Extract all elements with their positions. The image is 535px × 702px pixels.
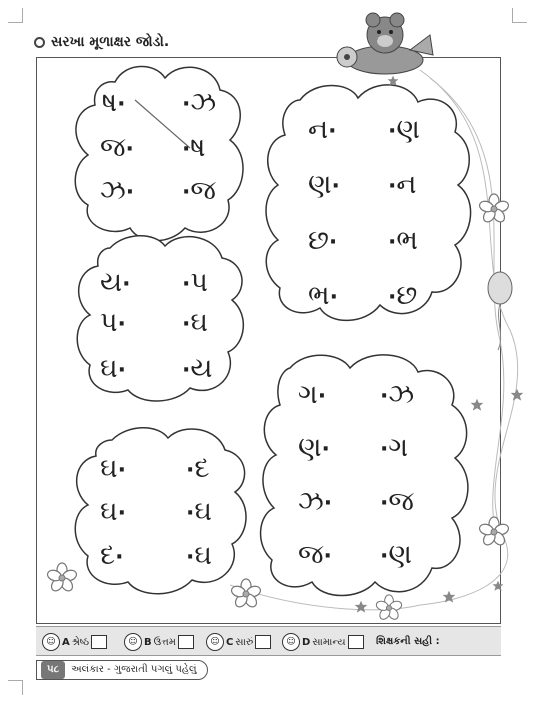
book-title: અલંકાર - ગુજરાતી પગલું પહેલું [71,664,197,675]
right-letter[interactable]: ·ણ [388,114,420,145]
teddy-bear-airplane-icon [337,13,433,86]
right-letter[interactable]: ·ગ [380,432,409,463]
left-letter[interactable]: ઘ· [100,453,126,484]
left-letter[interactable]: ષ· [102,87,126,118]
cloud-group-4 [261,355,468,596]
grade-c[interactable]: ☺ C સારું [206,633,271,651]
grade-b[interactable]: ☺ B ઉત્તમ [124,633,194,651]
grade-checkbox[interactable] [178,635,194,649]
smiley-face-icon: ☺ [282,633,300,651]
grade-a[interactable]: ☺ A શ્રેષ્ઠ [42,633,107,651]
right-letter[interactable]: ·ઝ [380,379,415,410]
left-letter[interactable]: છ· [308,225,338,256]
instruction-text: સરખા મૂળાક્ષર જોડો. [51,34,170,50]
left-letter[interactable]: ણ· [308,169,340,200]
grade-checkbox[interactable] [348,635,364,649]
left-letter[interactable]: ઘ· [100,353,126,384]
left-letter[interactable]: ન· [308,114,337,145]
left-letter[interactable]: ય· [100,267,131,298]
flower-icon [375,595,403,621]
left-letter[interactable]: જ· [100,132,134,163]
right-letter[interactable]: ·ઘ [182,307,208,338]
right-letter[interactable]: ·ઘ [186,540,212,571]
grade-checkbox[interactable] [91,635,107,649]
left-letter[interactable]: ઘ· [100,496,126,527]
star-icon [471,399,484,411]
right-letter[interactable]: ·ભ [388,225,418,256]
grade-d[interactable]: ☺ D સામાન્ય [282,633,364,651]
teacher-signature-label: શિક્ષકની સહી : [376,636,440,647]
left-letter[interactable]: પ· [100,307,126,338]
flower-icon [230,579,262,609]
star-icon [355,601,368,613]
page-footer [36,660,208,680]
right-letter[interactable]: ·ષ [182,132,206,163]
right-letter[interactable]: ·ન [388,169,417,200]
right-letter[interactable]: ·જ [182,175,216,206]
left-letter[interactable]: જ· [298,539,332,570]
smiley-face-icon: ☺ [42,633,60,651]
star-icon [493,581,504,591]
left-letter[interactable]: દ· [100,540,124,571]
smiley-face-icon: ☺ [124,633,142,651]
left-letter[interactable]: ઝ· [298,486,333,517]
smiley-face-icon: ☺ [206,633,224,651]
right-letter[interactable]: ·છ [388,280,418,311]
right-letter[interactable]: ·ણ [380,539,412,570]
left-letter[interactable]: ભ· [308,280,338,311]
right-letter[interactable]: ·ય [182,353,213,384]
left-letter[interactable]: ગ· [298,379,327,410]
flower-icon [478,517,510,547]
flower-icon [46,563,78,593]
right-letter[interactable]: ·જ [380,486,414,517]
left-letter[interactable]: ઝ· [100,175,135,206]
page-number: ૫૮ [41,661,65,679]
cloud-group-2 [266,85,471,321]
star-icon [511,389,524,401]
left-letter[interactable]: ણ· [298,432,330,463]
grade-checkbox[interactable] [255,635,271,649]
right-letter[interactable]: ·પ [182,267,208,298]
right-letter[interactable]: ·દ [186,453,210,484]
right-letter[interactable]: ·ઘ [186,496,212,527]
grading-bar [36,626,501,656]
right-letter[interactable]: ·ઝ [182,87,217,118]
